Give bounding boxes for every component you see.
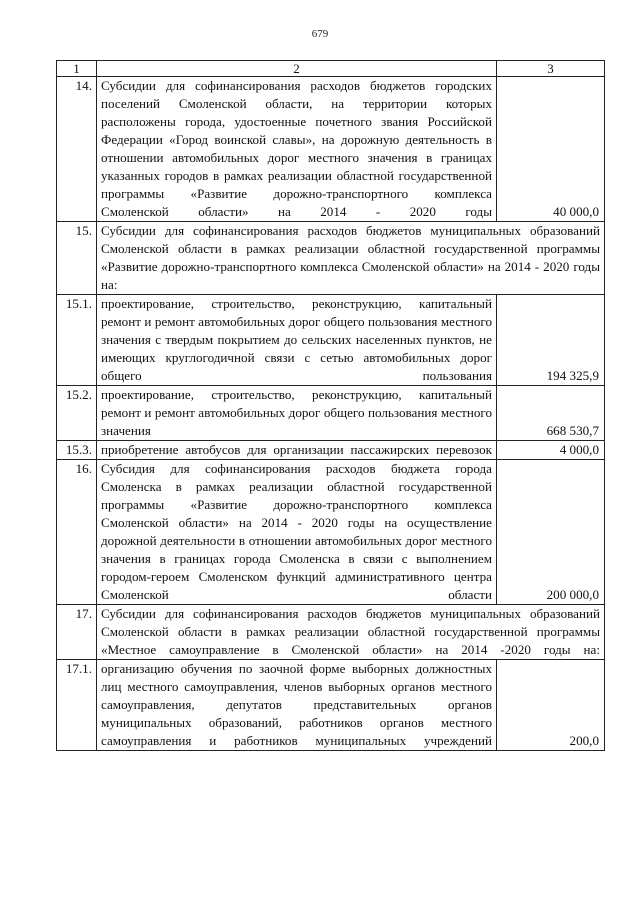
- row-number: 15.2.: [57, 386, 97, 441]
- table-row: [57, 295, 605, 386]
- table-header-row: [57, 61, 605, 77]
- budget-table: [56, 60, 605, 751]
- table-row: [57, 660, 605, 751]
- row-description: Субсидии для софинансирования расходов бюджетов муниципальных образований Смоленской области в рамках реализации областной государственной программы «Местное самоуправление в Смоленской области» на 2014 -2020 годы на:: [97, 605, 605, 660]
- table-row: [57, 386, 605, 441]
- table-row: [57, 441, 605, 460]
- table-row: [57, 77, 605, 222]
- row-amount: 668 530,7: [497, 386, 605, 441]
- table-row: [57, 222, 605, 295]
- row-description: приобретение автобусов для организации пассажирских перевозок: [97, 441, 497, 460]
- page-number: 679: [311, 28, 329, 40]
- row-number: 17.1.: [57, 660, 97, 751]
- row-description: проектирование, строительство, реконструкцию, капитальный ремонт и ремонт автомобильных дорог общего пользования местного значения с твердым покрытием до сельских населенных пунктов, не имеющих круглогодичной связи с сетью автомобильных дорог общего пользования: [97, 295, 497, 386]
- row-description: Субсидия для софинансирования расходов бюджета города Смоленска в рамках реализации областной государственной программы «Развитие дорожно-транспортного комплекса Смоленской области» на 2014 - 2020 годы на осуществление дорожной деятельности в отношении автомобильных дорог местного значения в границах города Смоленска в связи с выполнением городом-героем Смоленском функций административного центра Смоленской области: [97, 460, 497, 605]
- row-description: Субсидии для софинансирования расходов бюджетов муниципальных образований Смоленской области в рамках реализации областной государственной программы «Развитие дорожно-транспортного комплекса Смоленской области» на 2014 - 2020 годы на:: [97, 222, 605, 295]
- header-col-2: 2: [97, 61, 497, 77]
- row-description: проектирование, строительство, реконструкцию, капитальный ремонт и ремонт автомобильных дорог общего пользования местного значения: [97, 386, 497, 441]
- header-col-1: 1: [57, 61, 97, 77]
- row-number: 16.: [57, 460, 97, 605]
- row-amount: 200 000,0: [497, 460, 605, 605]
- row-number: 15.: [57, 222, 97, 295]
- row-number: 17.: [57, 605, 97, 660]
- row-number: 15.3.: [57, 441, 97, 460]
- row-amount: 4 000,0: [497, 441, 605, 460]
- row-amount: 194 325,9: [497, 295, 605, 386]
- row-amount: 40 000,0: [497, 77, 605, 222]
- table-row: [57, 460, 605, 605]
- row-number: 14.: [57, 77, 97, 222]
- table-row: [57, 605, 605, 660]
- row-description: Субсидии для софинансирования расходов бюджетов городских поселений Смоленской области, на территории которых расположены города, удостоенные почетного звания Российской Федерации «Город воинской славы», на дорожную деятельность в отношении автомобильных дорог местного значения в границах указанных городов в рамках реализации областной государственной программы «Развитие дорожно-транспортного комплекса Смоленской области» на 2014 - 2020 годы: [97, 77, 497, 222]
- row-description: организацию обучения по заочной форме выборных должностных лиц местного самоуправления, членов выборных органов местного самоуправления, депутатов представительных органов муниципальных образований, работников органов местного самоуправления и работников муниципальных учреждений: [97, 660, 497, 751]
- row-amount: 200,0: [497, 660, 605, 751]
- row-number: 15.1.: [57, 295, 97, 386]
- header-col-3: 3: [497, 61, 605, 77]
